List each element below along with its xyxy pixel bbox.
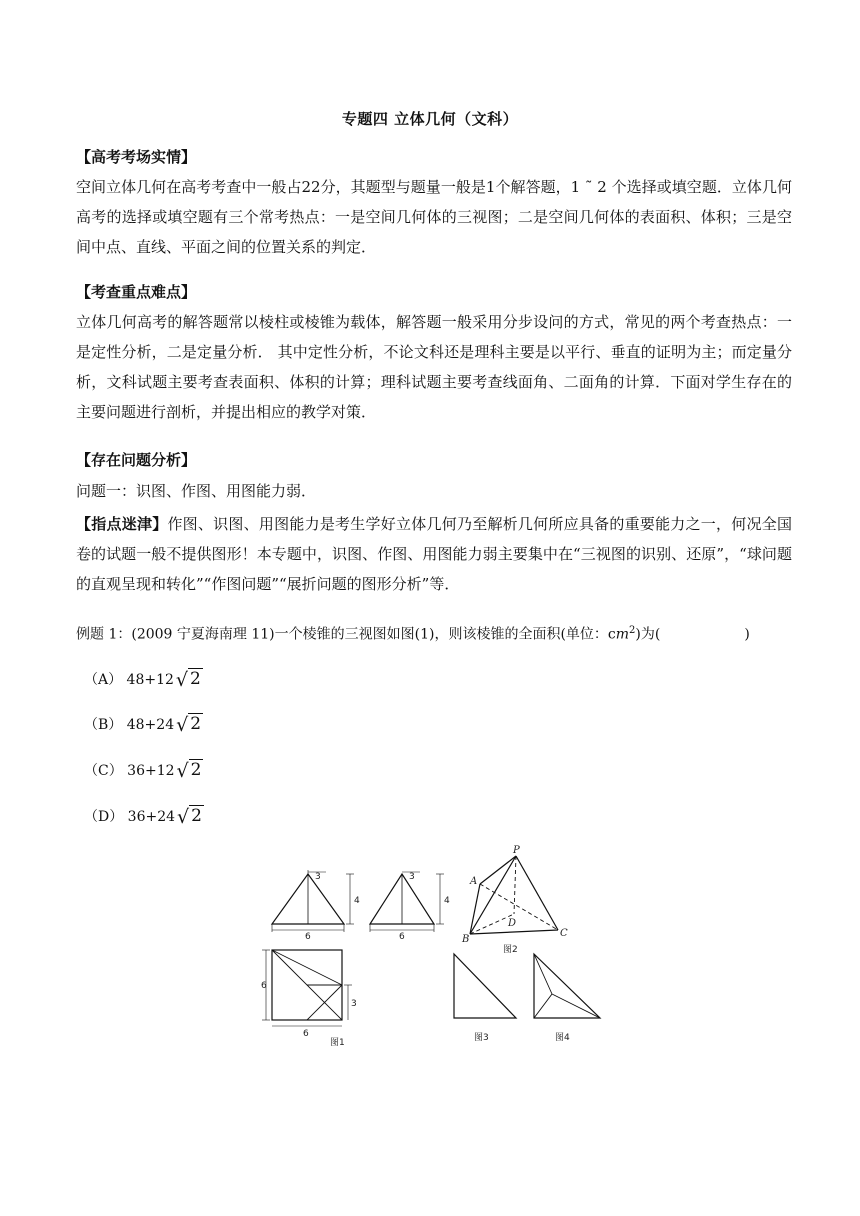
- top-view-half-label: 3: [351, 999, 357, 1009]
- example-question: [76, 616, 792, 650]
- option-a-label: （A） 48+12: [84, 672, 174, 688]
- option-d-radicand: 2: [191, 806, 202, 826]
- top-view-height-label: 6: [261, 981, 267, 991]
- option-d-label: （D） 36+24: [84, 809, 176, 825]
- fig1-caption: 图1: [330, 1038, 345, 1048]
- fig2-caption: 图2: [503, 945, 518, 955]
- option-d: [84, 803, 204, 829]
- fig4-caption: 图4: [555, 1033, 570, 1043]
- pyramid-edge-pc: [516, 856, 558, 930]
- fig3-triangle: [454, 954, 516, 1018]
- option-a: [84, 666, 203, 692]
- tip-paragraph: [76, 509, 792, 599]
- option-a-radicand: 2: [190, 669, 201, 689]
- example-unit: m: [615, 626, 630, 643]
- example-unit-exponent: 2: [629, 625, 636, 636]
- section-heading-problems: 【存在问题分析】: [76, 451, 197, 469]
- paragraph-key-points: 立体几何高考的解答题常以棱柱或棱锥为载体，解答题一般采用分步设问的方式，常见的两个考查热点：一是定性分析，二是定量分析． 其中定性分析，不论文科还是理科主要是以平行、垂直的证明为主；而定量分析，文科试题主要考查表面积、体积的计算；理科试题主要考查线面角、二面角的计算．下面对学生存在的主要问题进行剖析，并提出相应的教学对策．: [76, 313, 792, 421]
- figure-svg: [262, 842, 607, 1052]
- option-b-label: （B） 48+24: [84, 717, 175, 733]
- paragraph-exam-situation: 空间立体几何在高考考查中一般占22分，其题型与题量一般是1个解答题，1 ˜ 2 个选择或填空题．立体几何高考的选择或填空题有三个常考热点：一是空间几何体的三视图；二是空间几何体的表面积、体积；三是空间中点、直线、平面之间的位置关系的判定．: [76, 178, 792, 256]
- side-view-width-label: 6: [399, 932, 405, 942]
- side-view-top-dim-label: 3: [409, 872, 415, 882]
- option-b: [84, 711, 203, 737]
- fig3-caption: 图3: [474, 1033, 489, 1043]
- option-c-label: （C） 36+12: [84, 763, 175, 779]
- sqrt-icon: √ 2: [176, 760, 202, 782]
- sqrt-icon: √ 2: [176, 714, 202, 736]
- front-view-top-dim-label: 3: [315, 872, 321, 882]
- pyramid-hidden-edge-ac: [480, 884, 558, 930]
- pyramid-height-pd: [514, 856, 516, 914]
- document-title: 专题四 立体几何（文科）: [341, 110, 519, 128]
- option-b-radicand: 2: [190, 714, 202, 734]
- vertex-d-label: D: [508, 918, 517, 929]
- sqrt-icon: √ 2: [175, 669, 201, 691]
- section-heading-key-points: 【考查重点难点】: [76, 283, 197, 301]
- option-c: [84, 757, 203, 783]
- option-c-radicand: 2: [190, 760, 202, 780]
- paragraph-problem-one: 问题一：识图、作图、用图能力弱．: [76, 482, 317, 500]
- pyramid-edge-pa: [480, 856, 516, 884]
- vertex-a-label: A: [470, 876, 478, 887]
- side-view-height-label: 4: [444, 896, 450, 906]
- sqrt-icon: √ 2: [177, 806, 202, 828]
- three-view-figure: [262, 842, 607, 1052]
- section-heading-exam-situation: 【高考考场实情】: [76, 148, 197, 166]
- vertex-c-label: C: [560, 928, 568, 939]
- front-view-height-label: 4: [354, 896, 360, 906]
- vertex-p-label: P: [513, 845, 520, 856]
- tip-text: 作图、识图、用图能力是考生学好立体几何乃至解析几何所应具备的重要能力之一，何况全国卷的试题一般不提供图形！本专题中，识图、作图、用图能力弱主要集中在“三视图的识别、还原”，“球问题的直观呈现和转化”“作图问题”“展折问题的图形分析”等．: [76, 515, 792, 593]
- tip-label: 【指点迷津】: [76, 515, 168, 533]
- example-suffix: )为( ): [635, 626, 750, 643]
- top-view-width-label: 6: [303, 1029, 309, 1039]
- front-view-width-label: 6: [305, 932, 311, 942]
- vertex-b-label: B: [462, 934, 470, 945]
- example-prefix: 例题 1：(2009 宁夏海南理 11)一个棱锥的三视图如图(1)，则该棱锥的全面积(单位：c: [76, 626, 616, 643]
- fig4-outline: [534, 954, 600, 1018]
